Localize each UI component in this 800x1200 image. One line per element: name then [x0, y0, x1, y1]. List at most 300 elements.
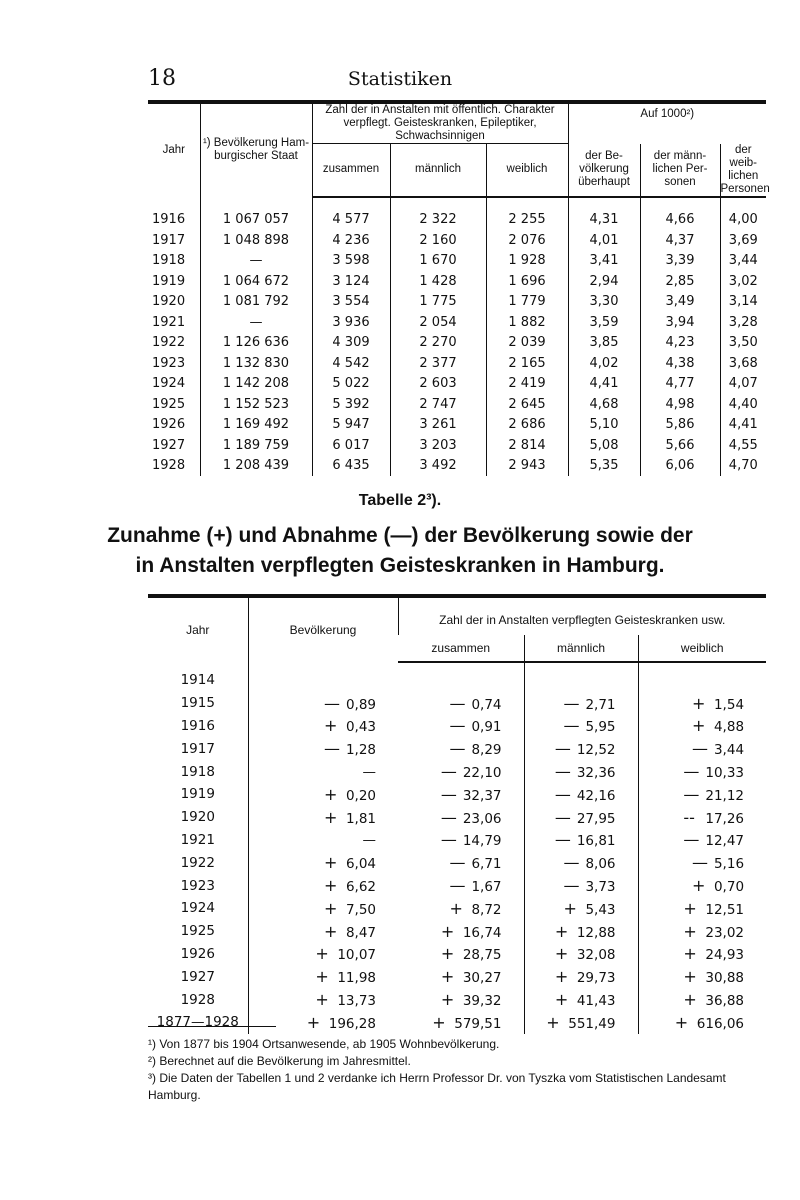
- t1-cell: 2 377: [390, 353, 486, 374]
- value: 6,71: [471, 856, 502, 873]
- t2-value-cell: [638, 829, 766, 852]
- value: 8,06: [585, 856, 616, 873]
- t1-cell: 1 169 492: [200, 415, 312, 436]
- t1-cell: 4 309: [312, 333, 390, 354]
- t2-value-cell: [638, 920, 766, 943]
- t1-cell: 1924: [152, 376, 186, 392]
- value: 12,52: [576, 742, 616, 759]
- t1-row: [148, 230, 766, 251]
- t1-cell: 2 255: [486, 197, 568, 231]
- t1-cell: 2 054: [390, 312, 486, 333]
- value: 551,49: [568, 1015, 616, 1032]
- t1-cell: 4 236: [312, 230, 390, 251]
- value: 1,81: [345, 810, 376, 827]
- t1-cell: 1 428: [390, 271, 486, 292]
- t2-value-cell: [248, 874, 398, 897]
- sign: +: [323, 716, 338, 736]
- t1-cell: —: [200, 251, 312, 272]
- t2-value-cell: [248, 943, 398, 966]
- value: 1,54: [713, 696, 745, 713]
- t1-cell: 1 779: [486, 292, 568, 313]
- t1-cell: 1 189 759: [200, 435, 312, 456]
- t1-cell: 4,41: [720, 415, 766, 436]
- t2-year-cell: 1923: [180, 877, 215, 894]
- value: 4,88: [713, 719, 745, 736]
- sign: —: [683, 762, 700, 782]
- t2-row: [148, 874, 766, 897]
- sign: +: [683, 944, 697, 964]
- t2-row: [148, 851, 766, 874]
- t1-cell: 3,50: [720, 333, 766, 354]
- t2-row: [148, 829, 766, 852]
- t2-value-cell: [248, 783, 398, 806]
- t1-header-weiblich: weiblich: [486, 144, 568, 197]
- t1-cell: 5,08: [568, 435, 640, 456]
- t1-cell: 5,10: [568, 415, 640, 436]
- t1-cell: 3,44: [720, 251, 766, 272]
- sign: —: [449, 716, 466, 736]
- t2-year-cell: 1919: [180, 786, 215, 803]
- value: 23,06: [462, 810, 502, 827]
- t2-value-cell: [398, 737, 524, 760]
- t1-cell: 3 492: [390, 456, 486, 477]
- t1-header-weibl-personen: der weib-lichen Personen: [720, 143, 770, 195]
- t2-value-cell: [524, 988, 638, 1011]
- value: 27,95: [576, 810, 616, 827]
- t2-value-cell: [248, 920, 398, 943]
- t2-row: [148, 920, 766, 943]
- t2-year-cell: 1922: [180, 854, 215, 871]
- sign: +: [691, 693, 706, 713]
- t2-value-cell: [248, 806, 398, 829]
- value: 2,71: [585, 696, 616, 713]
- t1-cell: 2 270: [390, 333, 486, 354]
- sign: —: [323, 739, 340, 759]
- t1-cell: 5 392: [312, 394, 390, 415]
- t1-cell: 3,41: [568, 251, 640, 272]
- t1-cell: 1 208 439: [200, 456, 312, 477]
- value: 11,98: [337, 970, 376, 987]
- sign: —: [554, 784, 571, 804]
- value: 30,27: [462, 970, 502, 987]
- t2-year-cell: 1916: [180, 717, 215, 734]
- t2-value-cell: [248, 715, 398, 738]
- value: 616,06: [696, 1015, 745, 1032]
- sign: +: [554, 990, 569, 1010]
- sign: —: [449, 853, 466, 873]
- t1-cell: 3 554: [312, 292, 390, 313]
- increase-decrease-table: [148, 594, 766, 1034]
- t2-value-cell: [398, 851, 524, 874]
- value: 32,08: [576, 947, 616, 964]
- value: 5,95: [585, 719, 616, 736]
- value: 21,12: [705, 787, 745, 804]
- t1-cell: 1 152 523: [200, 394, 312, 415]
- t1-cell: 3 936: [312, 312, 390, 333]
- t1-cell: 1918: [152, 253, 186, 269]
- sign: +: [691, 876, 706, 896]
- t2-row: [148, 1011, 766, 1034]
- value: 0,43: [345, 719, 376, 736]
- t2-value-cell: [398, 988, 524, 1011]
- t1-cell: —: [200, 312, 312, 333]
- t2-row: [148, 965, 766, 988]
- t1-cell: 2,94: [568, 271, 640, 292]
- t2-value-cell: [398, 692, 524, 715]
- value: 0,91: [471, 719, 502, 736]
- value: 0,70: [713, 879, 745, 896]
- t1-cell: 1921: [152, 314, 186, 330]
- t1-header-maennl-personen: der männ-lichen Per-sonen: [640, 144, 720, 197]
- t1-row: [148, 353, 766, 374]
- t2-row: [148, 760, 766, 783]
- t2-header-zahl-group: Zahl der in Anstalten verpflegten Geisteskranken usw.: [398, 596, 766, 635]
- sign: +: [440, 967, 455, 987]
- t1-cell: 1923: [152, 355, 186, 371]
- t1-cell: 1 775: [390, 292, 486, 313]
- t2-value-cell: [248, 829, 398, 852]
- t1-header-bev-ueberhaupt: der Be-völkerung überhaupt: [568, 144, 640, 197]
- t1-cell: 1928: [152, 458, 186, 474]
- t2-value-cell: [638, 988, 766, 1011]
- t1-cell: 3,94: [640, 312, 720, 333]
- t1-row: [148, 271, 766, 292]
- t2-row: [148, 715, 766, 738]
- sign: +: [315, 944, 329, 964]
- t2-year-cell: 1926: [180, 945, 215, 962]
- sign: —: [449, 876, 466, 896]
- t2-row: [148, 988, 766, 1011]
- t1-cell: 4,68: [568, 394, 640, 415]
- t1-cell: 2 645: [486, 394, 568, 415]
- sign: —: [449, 739, 466, 759]
- value: 8,47: [345, 924, 376, 941]
- sign: +: [683, 898, 697, 918]
- sign: +: [554, 921, 569, 941]
- t2-row: [148, 662, 766, 692]
- t2-header-zusammen: zusammen: [398, 635, 524, 662]
- t2-value-cell: [638, 783, 766, 806]
- t1-cell: 1917: [152, 232, 186, 248]
- value: 41,43: [576, 993, 616, 1010]
- t1-cell: 5 947: [312, 415, 390, 436]
- t1-cell: 4,55: [720, 435, 766, 456]
- sign: +: [306, 1012, 321, 1032]
- t2-value-cell: [524, 737, 638, 760]
- t1-header-maennlich: männlich: [390, 144, 486, 197]
- value: 32,37: [462, 787, 502, 804]
- t1-cell: 5,35: [568, 456, 640, 477]
- t1-cell: 3,49: [640, 292, 720, 313]
- population-institution-table: [148, 100, 770, 476]
- value: 196,28: [328, 1015, 376, 1032]
- t2-value-cell: [524, 783, 638, 806]
- t1-cell: 4,98: [640, 394, 720, 415]
- sign: —: [554, 807, 571, 827]
- t1-cell: 5 022: [312, 374, 390, 395]
- t1-cell: 1922: [152, 335, 186, 351]
- t1-cell: 2 165: [486, 353, 568, 374]
- t1-cell: 1 928: [486, 251, 568, 272]
- t2-value-cell: [398, 806, 524, 829]
- value: 5,43: [585, 901, 616, 918]
- t1-cell: 2 322: [390, 197, 486, 231]
- t1-cell: 1 670: [390, 251, 486, 272]
- t1-header-zusammen: zusammen: [312, 144, 390, 197]
- t2-value-cell: [638, 806, 766, 829]
- t2-value-cell: [398, 874, 524, 897]
- sign: —: [691, 853, 708, 873]
- t1-row: [148, 312, 766, 333]
- t1-cell: 3,85: [568, 333, 640, 354]
- value: 42,16: [576, 787, 616, 804]
- t1-row: [148, 333, 766, 354]
- sign: +: [563, 898, 577, 918]
- t1-cell: 4,01: [568, 230, 640, 251]
- sign: --: [683, 807, 695, 827]
- t1-row: [148, 251, 766, 272]
- t2-value-cell: [524, 897, 638, 920]
- t2-value-cell: [524, 806, 638, 829]
- t1-cell: 4,70: [720, 456, 766, 477]
- sign: —: [563, 876, 580, 896]
- t1-row: [148, 292, 766, 313]
- value: 12,47: [705, 833, 745, 850]
- t2-row: [148, 806, 766, 829]
- t2-value-cell: [398, 965, 524, 988]
- t2-year-cell: 1921: [180, 831, 215, 848]
- t2-year-cell: 1914: [180, 671, 215, 688]
- sign: —: [563, 853, 580, 873]
- value: 10,07: [337, 947, 376, 964]
- value: 579,51: [454, 1015, 502, 1032]
- t2-year-cell: 1877—1928: [156, 1014, 239, 1031]
- t1-cell: 2 160: [390, 230, 486, 251]
- sign: +: [315, 967, 329, 987]
- sign: +: [554, 967, 569, 987]
- value: 30,88: [705, 970, 745, 987]
- sign: +: [554, 944, 569, 964]
- value: 24,93: [705, 947, 745, 964]
- t1-cell: 1 126 636: [200, 333, 312, 354]
- t1-cell: 3,28: [720, 312, 766, 333]
- t1-cell: 4 542: [312, 353, 390, 374]
- value: 17,26: [705, 810, 745, 827]
- t2-row: [148, 943, 766, 966]
- sign: +: [432, 1012, 446, 1032]
- value: 36,88: [705, 993, 745, 1010]
- t2-value-cell: [638, 662, 766, 692]
- sign: —: [323, 693, 340, 713]
- t2-value-cell: [638, 965, 766, 988]
- sign: —: [554, 762, 571, 782]
- t1-row: [148, 374, 766, 395]
- t1-cell: 6 435: [312, 456, 390, 477]
- t2-year-cell: 1918: [180, 763, 215, 780]
- t1-header-zahl-group: Zahl der in Anstalten mit öffentlich. Charakter verpflegt. Geisteskranken, Epileptiker, Schwachsinnigen: [312, 102, 568, 144]
- t1-cell: 3 124: [312, 271, 390, 292]
- t2-row: [148, 897, 766, 920]
- t2-value-cell: [524, 715, 638, 738]
- t2-row: [148, 783, 766, 806]
- value: 16,81: [576, 833, 616, 850]
- sign: +: [323, 807, 338, 827]
- t1-cell: 5,86: [640, 415, 720, 436]
- value: 29,73: [576, 970, 616, 987]
- sign: +: [440, 921, 455, 941]
- t2-value-cell: [524, 760, 638, 783]
- t1-cell: 3,39: [640, 251, 720, 272]
- t2-value-cell: [524, 851, 638, 874]
- t1-cell: 1 064 672: [200, 271, 312, 292]
- t1-cell: 4 577: [312, 197, 390, 231]
- sign: +: [683, 967, 697, 987]
- t1-cell: 3,30: [568, 292, 640, 313]
- sign: —: [440, 830, 457, 850]
- t1-cell: 1916: [152, 211, 186, 227]
- t1-cell: 4,07: [720, 374, 766, 395]
- value: 23,02: [705, 924, 745, 941]
- value: 13,73: [337, 993, 376, 1010]
- t2-year-cell: 1920: [180, 809, 215, 826]
- t1-cell: 1920: [152, 294, 186, 310]
- t2-value-cell: [524, 1011, 638, 1034]
- t1-cell: 4,77: [640, 374, 720, 395]
- footnote-1: ¹) Von 1877 bis 1904 Ortsanwesende, ab 1905 Wohnbevölkerung.: [148, 1037, 500, 1051]
- t2-value-cell: [398, 783, 524, 806]
- value: 39,32: [462, 993, 502, 1010]
- t1-cell: 4,66: [640, 197, 720, 231]
- t2-value-cell: [638, 897, 766, 920]
- footnote-3: ³) Die Daten der Tabellen 1 und 2 verdanke ich Herrn Professor Dr. von Tyszka vom Statistischen Landesamt Hamburg.: [148, 1071, 726, 1102]
- t1-cell: 4,38: [640, 353, 720, 374]
- sign: —: [563, 716, 580, 736]
- value: 7,50: [345, 901, 376, 918]
- t2-value-cell: [398, 943, 524, 966]
- t2-value-cell: [248, 1011, 398, 1034]
- sign: —: [683, 830, 700, 850]
- t1-cell: 1927: [152, 437, 186, 453]
- t2-year-cell: 1924: [180, 900, 215, 917]
- sign: —: [554, 739, 571, 759]
- sign: +: [546, 1012, 560, 1032]
- t1-header-jahr: Jahr: [148, 102, 200, 197]
- t1-cell: 6 017: [312, 435, 390, 456]
- t2-value-cell: [398, 662, 524, 692]
- t1-row: [148, 197, 766, 231]
- t2-value-cell: [398, 897, 524, 920]
- sign: —: [449, 693, 466, 713]
- t1-cell: 2 076: [486, 230, 568, 251]
- sign: +: [449, 898, 463, 918]
- t1-cell: 3 261: [390, 415, 486, 436]
- value: 3,44: [713, 742, 745, 759]
- t1-cell: 4,00: [720, 197, 766, 231]
- t1-cell: 1 081 792: [200, 292, 312, 313]
- t2-value-cell: [248, 737, 398, 760]
- t1-cell: 2 419: [486, 374, 568, 395]
- t2-value-cell: [524, 943, 638, 966]
- t2-value-cell: [524, 965, 638, 988]
- sign: +: [323, 898, 338, 918]
- value: —: [362, 763, 376, 780]
- t2-value-cell: [524, 829, 638, 852]
- sign: +: [315, 990, 329, 1010]
- t1-cell: 4,02: [568, 353, 640, 374]
- value: 1,28: [345, 742, 376, 759]
- t2-year-cell: 1925: [180, 923, 215, 940]
- t2-value-cell: [248, 760, 398, 783]
- t1-row: [148, 415, 766, 436]
- t1-cell: 2 943: [486, 456, 568, 477]
- value: 8,72: [471, 901, 502, 918]
- sign: +: [440, 944, 455, 964]
- t1-cell: 1926: [152, 417, 186, 433]
- t1-cell: 1 067 057: [200, 197, 312, 231]
- t1-cell: 4,40: [720, 394, 766, 415]
- sign: —: [440, 762, 457, 782]
- t2-value-cell: [248, 897, 398, 920]
- t2-value-cell: [398, 829, 524, 852]
- value: 0,20: [345, 787, 376, 804]
- t1-cell: 3,69: [720, 230, 766, 251]
- page-number: 18: [148, 66, 176, 91]
- sign: —: [440, 807, 457, 827]
- t1-cell: 1 882: [486, 312, 568, 333]
- t2-value-cell: [638, 737, 766, 760]
- sign: —: [683, 784, 700, 804]
- sign: +: [323, 876, 338, 896]
- t1-cell: 1925: [152, 396, 186, 412]
- value: 1,67: [471, 879, 502, 896]
- sign: —: [691, 739, 708, 759]
- t1-cell: 1 132 830: [200, 353, 312, 374]
- running-head: Statistiken: [347, 68, 453, 90]
- value: 5,16: [713, 856, 745, 873]
- t2-value-cell: [638, 760, 766, 783]
- sign: +: [440, 990, 455, 1010]
- t1-cell: 1 696: [486, 271, 568, 292]
- sign: +: [683, 921, 697, 941]
- t2-year-cell: 1915: [180, 695, 215, 712]
- t2-value-cell: [248, 662, 398, 692]
- sign: +: [323, 853, 338, 873]
- t1-cell: 5,66: [640, 435, 720, 456]
- sign: —: [563, 693, 580, 713]
- value: 6,62: [345, 879, 376, 896]
- t2-year-cell: 1928: [180, 991, 215, 1008]
- t1-header-bevoelkerung: ¹) Bevölkerung Ham-burgischer Staat: [200, 102, 312, 197]
- t1-cell: 2 686: [486, 415, 568, 436]
- t1-cell: 4,37: [640, 230, 720, 251]
- value: 8,29: [471, 742, 502, 759]
- value: 10,33: [705, 765, 745, 782]
- t2-header-weiblich: weiblich: [638, 635, 766, 662]
- t2-row: [148, 737, 766, 760]
- value: 0,89: [345, 696, 376, 713]
- value: 32,36: [576, 765, 616, 782]
- t1-cell: 3,59: [568, 312, 640, 333]
- t2-value-cell: [248, 692, 398, 715]
- t1-cell: 3,14: [720, 292, 766, 313]
- t1-row: [148, 394, 766, 415]
- t2-value-cell: [398, 715, 524, 738]
- sign: +: [691, 716, 706, 736]
- t2-value-cell: [638, 692, 766, 715]
- t1-cell: 3,68: [720, 353, 766, 374]
- t1-cell: 3 598: [312, 251, 390, 272]
- table2-label: Tabelle 2³).: [358, 492, 442, 509]
